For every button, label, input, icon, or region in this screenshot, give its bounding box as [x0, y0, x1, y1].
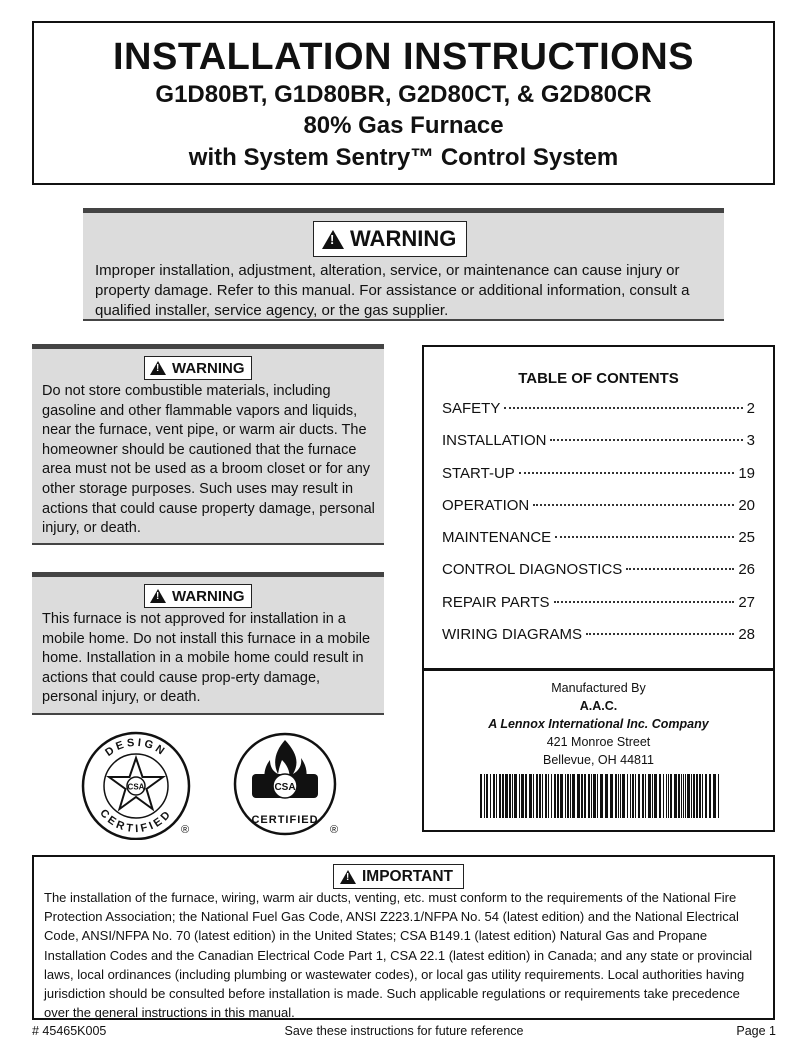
- barcode-bar: [670, 774, 672, 818]
- toc-item-repair-parts[interactable]: [442, 594, 755, 626]
- certified-text: CERTIFIED: [97, 807, 175, 836]
- barcode-bar: [622, 774, 625, 818]
- barcode-bar: [696, 774, 698, 818]
- barcode-bar: [718, 774, 719, 818]
- barcode-bar: [548, 774, 549, 818]
- registered-mark: ®: [181, 824, 190, 836]
- barcode-bar: [584, 774, 586, 818]
- barcode-bar: [597, 774, 598, 818]
- barcode-bar: [652, 774, 653, 818]
- barcode-bar: [663, 774, 664, 818]
- toc-item-wiring-diagrams[interactable]: [442, 626, 755, 658]
- barcode-bar: [484, 774, 485, 818]
- toc-item-page: 26: [738, 561, 755, 579]
- toc-leader: [586, 633, 734, 635]
- toc-leader: [533, 504, 734, 506]
- barcode-bar: [645, 774, 646, 818]
- csa-mark: CSA: [274, 782, 296, 793]
- barcode-bar: [545, 774, 547, 818]
- manufacturer-company: A Lennox International Inc. Company: [488, 717, 709, 731]
- warning-label: WARNING: [172, 587, 245, 605]
- important-text: The installation of the furnace, wiring, warm air ducts, venting, etc. must conform to the requirements of the National Fire Protection Association; the National Fuel Gas Code, ANSI Z223.1/NFPA No. 54 (latest edition) and the National Electrical Code, ANSI/NFPA No. 70 (latest edition) in the United States; CSA B149.1 (latest edition) Natural Gas and Propane Installation Codes and the Canadian Electrical Code Part 1, CSA 22.1 (latest edition) in Canada; and any state or provincial laws, local ordinances (including plumbing or wastewater codes), or local gas utility requirements. Local authorities having jurisdiction should be consulted before installation is made. Such applicable regulations or requirements take precedence over the general instructions in this manual.: [44, 890, 753, 1021]
- manufacturer-box: [422, 669, 775, 832]
- warning-badge: [144, 356, 252, 380]
- barcode-bar: [687, 774, 690, 818]
- important-label: IMPORTANT: [362, 867, 453, 885]
- registered-mark: ®: [330, 824, 339, 836]
- manufacturer-street: 421 Monroe Street: [546, 735, 651, 749]
- barcode-bar: [627, 774, 628, 818]
- toc-leader: [519, 472, 735, 474]
- toc-item-label: START-UP: [442, 464, 515, 482]
- manufacturer-city: Bellevue, OH 44811: [543, 753, 654, 767]
- toc-item-start-up[interactable]: [442, 465, 755, 497]
- warning-triangle-icon: [322, 230, 344, 249]
- design-text: DESIGN: [103, 736, 169, 759]
- toc-item-page: 28: [738, 626, 755, 644]
- toc-item-page: 25: [738, 529, 755, 547]
- barcode-bar: [620, 774, 621, 818]
- manufacturer-heading: Manufactured By: [551, 681, 646, 695]
- barcode-icon: [480, 774, 722, 818]
- toc-item-page: 19: [738, 464, 755, 482]
- barcode-bar: [502, 774, 504, 818]
- warning-badge: [144, 584, 252, 608]
- important-badge: [333, 864, 464, 889]
- barcode-bar: [551, 774, 552, 818]
- toc-leader: [550, 439, 742, 441]
- toc-item-label: WIRING DIAGRAMS: [442, 626, 583, 644]
- barcode-bar: [529, 774, 532, 818]
- toc-item-label: OPERATION: [442, 496, 530, 514]
- warning-triangle-icon: [150, 589, 166, 603]
- design-certified-logo: [78, 730, 194, 840]
- barcode-bar: [554, 774, 556, 818]
- barcode-bar: [533, 774, 534, 818]
- barcode-bar: [642, 774, 644, 818]
- toc-leader: [626, 568, 734, 570]
- certified-text: CERTIFIED: [251, 814, 319, 826]
- barcode-bar: [572, 774, 575, 818]
- document-title: INSTALLATION INSTRUCTIONS: [112, 36, 695, 78]
- barcode-bar: [505, 774, 508, 818]
- toc-leader: [555, 536, 734, 538]
- barcode-bar: [512, 774, 513, 818]
- toc-item-safety[interactable]: [442, 400, 755, 432]
- save-instructions-note: Save these instructions for future reference: [284, 1024, 524, 1038]
- warning-text: This furnace is not approved for installation in a mobile home. Do not install this furnace in a mobile home. Installation in a mobile home could result in actions that could cause prop-erty damage, personal injury, or death.: [42, 611, 371, 706]
- warning-text: Improper installation, adjustment, alteration, service, or maintenance can cause injury or property damage. Refer to this manual. For assistance or additional information, consult a qualified installer, service agency, or the gas supplier.: [95, 262, 690, 319]
- barcode-bar: [480, 774, 482, 818]
- control-system: with System Sentry™ Control System: [188, 144, 619, 171]
- toc-item-label: SAFETY: [442, 400, 501, 417]
- mobile-home-warning-box: [32, 572, 384, 715]
- toc-item-page: 3: [746, 432, 755, 450]
- barcode-bar: [674, 774, 677, 818]
- barcode-bar: [493, 774, 495, 818]
- barcode-bar: [519, 774, 520, 818]
- barcode-bar: [615, 774, 617, 818]
- warning-triangle-icon: [150, 361, 166, 375]
- toc-item-control-diagnostics[interactable]: [442, 561, 755, 593]
- barcode-bar: [567, 774, 569, 818]
- warning-triangle-icon: [340, 870, 356, 884]
- barcode-bar: [705, 774, 707, 818]
- barcode-bar: [591, 774, 592, 818]
- warning-label: WARNING: [172, 359, 245, 377]
- barcode-bar: [693, 774, 695, 818]
- toc-item-page: 2: [746, 400, 755, 417]
- barcode-bar: [577, 774, 580, 818]
- barcode-bar: [521, 774, 524, 818]
- barcode-bar: [666, 774, 667, 818]
- table-of-contents: [422, 345, 775, 670]
- barcode-bar: [638, 774, 640, 818]
- toc-item-page: 20: [738, 496, 755, 514]
- toc-item-label: CONTROL DIAGNOSTICS: [442, 561, 623, 579]
- toc-item-page: 27: [738, 593, 755, 611]
- barcode-bar: [525, 774, 527, 818]
- barcode-bar: [565, 774, 566, 818]
- storage-warning-box: [32, 344, 384, 545]
- barcode-bar: [681, 774, 682, 818]
- barcode-bar: [709, 774, 711, 818]
- barcode-bar: [678, 774, 680, 818]
- barcode-bar: [509, 774, 511, 818]
- barcode-bar: [486, 774, 488, 818]
- warning-text: Do not store combustible materials, including gasoline and other flammable vapors and liquids, near the furnace, vent pipe, or warm air ducts. The homeowner should be cautioned that the furnace area must not be used as a broom closet or for any other storage purposes. Such uses may result in actions that could cause property damage, personal injury, or death.: [42, 383, 375, 537]
- toc-title: TABLE OF CONTENTS: [518, 370, 679, 387]
- barcode-bar: [685, 774, 686, 818]
- barcode-bar: [539, 774, 541, 818]
- barcode-bar: [659, 774, 661, 818]
- barcode-bar: [600, 774, 603, 818]
- barcode-bar: [593, 774, 596, 818]
- csa-mark: CSA: [127, 782, 145, 792]
- toc-list: [442, 400, 755, 658]
- barcode-bar: [557, 774, 559, 818]
- barcode-bar: [581, 774, 583, 818]
- barcode-bar: [588, 774, 590, 818]
- barcode-bar: [542, 774, 543, 818]
- document-number: # 45465K005: [32, 1024, 107, 1038]
- toc-item-label: REPAIR PARTS: [442, 593, 550, 611]
- title-box: [32, 21, 775, 185]
- toc-item-label: MAINTENANCE: [442, 529, 552, 547]
- barcode-bar: [560, 774, 563, 818]
- barcode-bar: [618, 774, 619, 818]
- barcode-bar: [605, 774, 608, 818]
- product-name: 80% Gas Furnace: [303, 112, 504, 139]
- page-number: Page 1: [736, 1024, 776, 1038]
- barcode-bar: [630, 774, 631, 818]
- barcode-bar: [632, 774, 634, 818]
- barcode-bar: [499, 774, 501, 818]
- barcode-bar: [648, 774, 651, 818]
- barcode-bar: [570, 774, 571, 818]
- barcode-bar: [699, 774, 701, 818]
- barcode-bar: [668, 774, 669, 818]
- csa-certified-logo: [230, 730, 346, 840]
- barcode-bar: [713, 774, 716, 818]
- toc-leader: [504, 407, 742, 409]
- model-numbers: G1D80BT, G1D80BR, G2D80CT, & G2D80CR: [155, 81, 652, 108]
- manufacturer-name: A.A.C.: [579, 699, 618, 713]
- toc-item-installation[interactable]: [442, 432, 755, 464]
- barcode-bar: [514, 774, 517, 818]
- barcode-bar: [654, 774, 657, 818]
- main-warning-box: [83, 208, 724, 321]
- important-box: [32, 855, 775, 1020]
- barcode-bar: [536, 774, 538, 818]
- barcode-bar: [691, 774, 692, 818]
- toc-item-maintenance[interactable]: [442, 529, 755, 561]
- barcode-bar: [702, 774, 703, 818]
- barcode-bar: [635, 774, 636, 818]
- warning-badge: [313, 221, 467, 257]
- barcode-bar: [490, 774, 491, 818]
- barcode-bar: [496, 774, 497, 818]
- toc-item-operation[interactable]: [442, 497, 755, 529]
- barcode-bar: [610, 774, 613, 818]
- toc-leader: [554, 601, 735, 603]
- barcode-bar: [683, 774, 684, 818]
- toc-item-label: INSTALLATION: [442, 432, 547, 450]
- warning-label: WARNING: [350, 226, 457, 251]
